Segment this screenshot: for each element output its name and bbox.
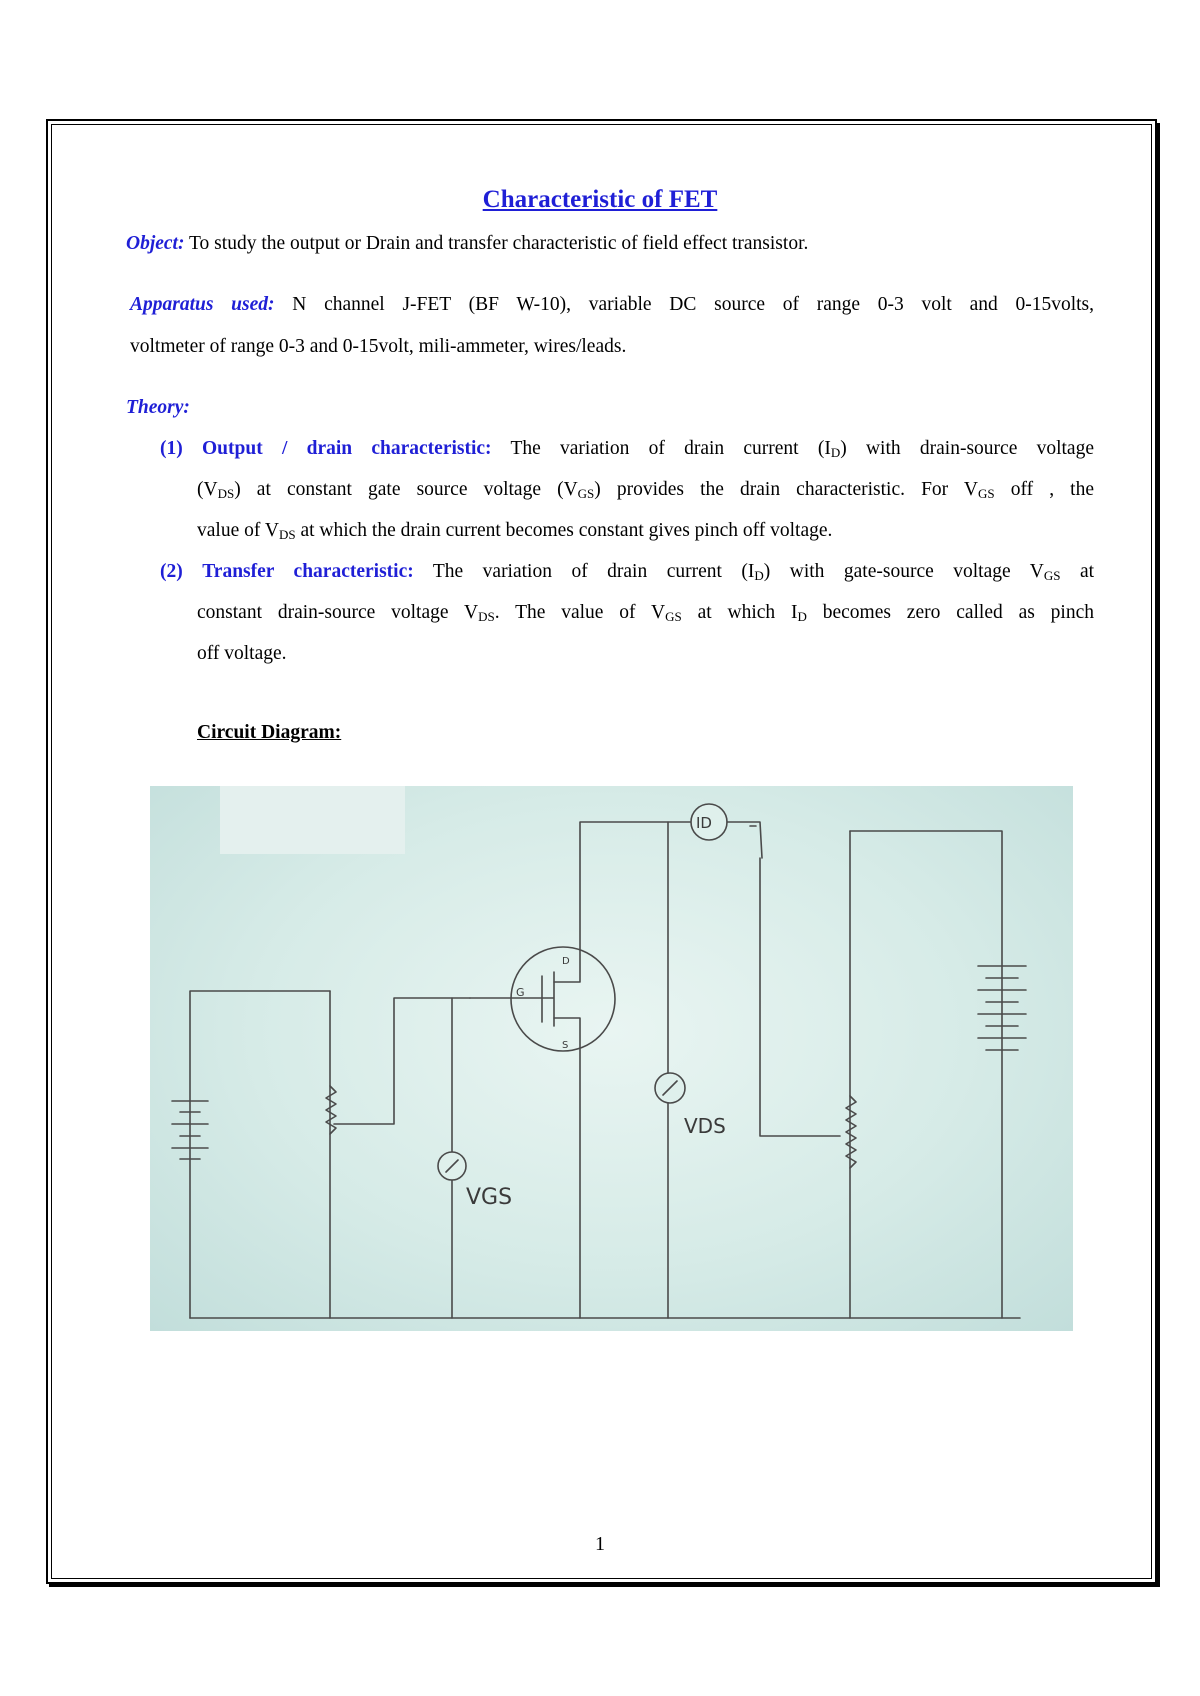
item2-heading: Transfer characteristic: [202,561,414,582]
circuit-diagram-photo [150,786,1073,1331]
photo-light-patch [220,786,405,854]
circuit-sketch [150,786,1073,1331]
page-border-shadow [49,1584,1160,1587]
object-line [126,233,808,255]
item1-text: off , the [994,479,1094,500]
item1-text: ) with drain-source voltage [840,438,1094,459]
page-border-shadow [1157,123,1160,1587]
subscript: GS [1043,568,1061,583]
theory-label: Theory: [126,397,190,418]
fet-gate [470,972,554,1026]
subscript: GS [665,609,682,624]
id-label: ID [696,814,712,832]
vgs-label: VGS [466,1185,513,1210]
theory-item2-line1 [160,561,1094,583]
item1-text: (V [197,479,218,500]
theory-item2-line3: off voltage. [197,643,287,664]
page-number: 1 [595,1533,605,1555]
apparatus-line-2: voltmeter of range 0-3 and 0-15volt, mili-ammeter, wires/leads. [130,336,627,357]
item1-number: (1) [160,438,183,459]
item2-text: at which I [681,602,798,623]
subscript: D [754,568,764,583]
subscript: DS [278,527,296,542]
subscript: D [797,609,807,624]
wire [850,831,1002,1318]
item1-heading: Output / drain characteristic: [202,438,492,459]
apparatus-text-1: N channel J-FET (BF W-10), variable DC source of range 0-3 volt and 0-15volts, [274,294,1095,315]
circuit-diagram-heading: Circuit Diagram: [197,722,342,743]
subscript: DS [478,609,495,624]
apparatus-label: Apparatus used: [130,294,275,315]
subscript: DS [217,486,235,501]
drain-wire [554,822,690,982]
item1-text: at which the drain current becomes constant gives pinch off voltage. [295,520,833,541]
item1-text: The variation of drain current (I [491,438,831,459]
vds-label: VDS [684,1114,726,1138]
subscript: D [830,445,841,460]
item1-text: value of V [197,520,279,541]
wire [760,858,840,1136]
wire [334,998,470,1124]
item2-text: ) with gate-source voltage V [763,561,1044,582]
object-text: To study the output or Drain and transfer characteristic of field effect transistor. [184,233,809,254]
gate-label: G [516,986,525,999]
source-label: S [562,1040,569,1051]
wire [190,991,330,1318]
theory-item1-line3 [197,520,832,542]
object-label: Object: [126,233,185,254]
wire [727,822,762,858]
theory-item2-line2 [197,602,1094,624]
apparatus-line-1 [130,294,1094,316]
item2-text: at [1060,561,1095,582]
theory-item1-line1 [160,438,1094,460]
page-title: Characteristic of FET [482,186,718,213]
theory-item1-line2 [197,479,1094,501]
item2-text: The variation of drain current (I [413,561,755,582]
item1-text: ) provides the drain characteristic. For V [594,479,978,500]
subscript: GS [978,486,995,501]
item1-text: ) at constant gate source voltage (V [234,479,578,500]
item2-number: (2) [160,561,183,582]
source-wire [554,1018,580,1318]
item2-text: . The value of V [494,602,666,623]
item2-text: becomes zero called as pinch [806,602,1094,623]
rheostat-right [846,1096,856,1168]
subscript: GS [577,486,595,501]
item2-text: constant drain-source voltage V [197,602,479,623]
drain-label: D [562,956,570,967]
rheostat-left [326,1086,336,1134]
